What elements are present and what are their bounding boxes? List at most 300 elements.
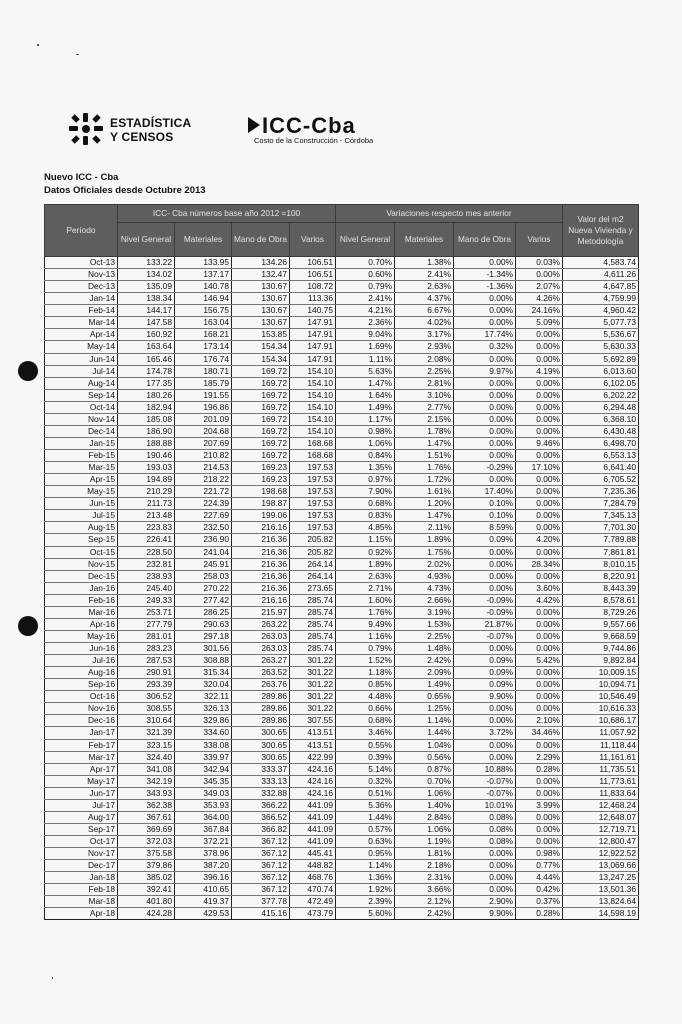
table-cell: 13,247.25 [563, 872, 639, 884]
table-row [45, 860, 639, 872]
table-cell: 322.11 [175, 691, 232, 703]
table-cell: 10,616.33 [563, 703, 639, 715]
table-cell: 130.67 [232, 293, 290, 305]
period-cell: Jan-16 [45, 582, 118, 594]
table-cell: 154.10 [290, 377, 336, 389]
table-cell: 4.73% [395, 582, 454, 594]
table-cell: 193.03 [118, 462, 175, 474]
table-cell: 5,630.33 [563, 341, 639, 353]
table-cell: 413.51 [290, 739, 336, 751]
table-cell: 0.87% [395, 763, 454, 775]
table-row [45, 510, 639, 522]
period-cell: Sep-16 [45, 679, 118, 691]
table-cell: 8,578.61 [563, 594, 639, 606]
table-cell: 1.47% [395, 437, 454, 449]
table-cell: 4.20% [516, 534, 563, 546]
table-cell: 1.47% [336, 377, 395, 389]
table-row [45, 474, 639, 486]
table-cell: 140.75 [290, 305, 336, 317]
table-cell: 366.52 [232, 811, 290, 823]
table-cell: 264.14 [290, 558, 336, 570]
table-cell: 263.03 [232, 643, 290, 655]
table-cell: 2.84% [395, 811, 454, 823]
table-cell: 289.86 [232, 715, 290, 727]
table-cell: 13,824.64 [563, 896, 639, 908]
period-cell: Jul-14 [45, 365, 118, 377]
period-cell: Aug-15 [45, 522, 118, 534]
table-cell: 163.64 [118, 341, 175, 353]
table-cell: 329.86 [175, 715, 232, 727]
table-cell: 10.01% [454, 799, 516, 811]
table-cell: 197.53 [290, 474, 336, 486]
table-cell: 410.65 [175, 884, 232, 896]
table-cell: 5,692.89 [563, 353, 639, 365]
table-cell: 283.23 [118, 643, 175, 655]
table-cell: 308.55 [118, 703, 175, 715]
table-cell: 218.22 [175, 474, 232, 486]
table-cell: 297.18 [175, 630, 232, 642]
table-cell: 3.46% [336, 727, 395, 739]
table-cell: -1.36% [454, 281, 516, 293]
icc-cba-name: ICC-Cba [262, 113, 356, 138]
table-cell: 367.12 [232, 848, 290, 860]
table-cell: 0.00% [516, 667, 563, 679]
table-row [45, 437, 639, 449]
table-row [45, 691, 639, 703]
table-cell: 163.04 [175, 317, 232, 329]
table-cell: 108.72 [290, 281, 336, 293]
table-cell: 2.42% [395, 908, 454, 920]
table-cell: 199.06 [232, 510, 290, 522]
period-cell: Feb-17 [45, 739, 118, 751]
table-cell: 2.63% [395, 281, 454, 293]
table-cell: 300.65 [232, 751, 290, 763]
table-cell: 2.25% [395, 365, 454, 377]
table-cell: 1.89% [395, 534, 454, 546]
table-cell: 6,294.48 [563, 401, 639, 413]
table-cell: 169.72 [232, 389, 290, 401]
header-group-variaciones: Variaciones respecto mes anterior [336, 205, 563, 223]
table-cell: 323.15 [118, 739, 175, 751]
header-mano-de-obra: Mano de Obra [232, 223, 290, 257]
table-cell: 12,468.24 [563, 799, 639, 811]
table-cell: 190.46 [118, 450, 175, 462]
table-cell: 9.90% [454, 691, 516, 703]
table-row [45, 655, 639, 667]
table-cell: 300.65 [232, 739, 290, 751]
table-cell: 0.39% [336, 751, 395, 763]
table-cell: 0.83% [336, 510, 395, 522]
table-cell: 232.81 [118, 558, 175, 570]
table-cell: 191.55 [175, 389, 232, 401]
table-cell: 289.86 [232, 703, 290, 715]
table-cell: 3.72% [454, 727, 516, 739]
table-cell: 196.86 [175, 401, 232, 413]
table-cell: 8,729.26 [563, 606, 639, 618]
period-cell: Apr-17 [45, 763, 118, 775]
table-cell: 5,536.67 [563, 329, 639, 341]
table-cell: 0.28% [516, 908, 563, 920]
table-cell: 367.84 [175, 823, 232, 835]
table-cell: 281.01 [118, 630, 175, 642]
table-cell: 21.87% [454, 618, 516, 630]
binder-hole [18, 616, 38, 636]
table-cell: 24.16% [516, 305, 563, 317]
table-cell: 1.06% [395, 787, 454, 799]
table-cell: 1.06% [395, 823, 454, 835]
table-cell: -0.29% [454, 462, 516, 474]
period-cell: Mar-17 [45, 751, 118, 763]
table-cell: -0.07% [454, 630, 516, 642]
header-periodo: Período [45, 205, 118, 257]
table-cell: 468.76 [290, 872, 336, 884]
table-cell: 0.00% [454, 401, 516, 413]
table-cell: 197.53 [290, 498, 336, 510]
table-cell: 106.51 [290, 257, 336, 269]
table-cell: 378.96 [175, 848, 232, 860]
table-cell: 415.16 [232, 908, 290, 920]
table-cell: 1.78% [395, 425, 454, 437]
table-row [45, 703, 639, 715]
speck [76, 54, 79, 55]
table-cell: 0.00% [516, 739, 563, 751]
table-cell: 270.22 [175, 582, 232, 594]
table-cell: 375.58 [118, 848, 175, 860]
table-cell: 263.22 [232, 618, 290, 630]
period-cell: Nov-14 [45, 413, 118, 425]
table-cell: 169.72 [232, 425, 290, 437]
table-cell: 0.00% [516, 679, 563, 691]
table-cell: 241.04 [175, 546, 232, 558]
table-cell: 147.91 [290, 317, 336, 329]
table-row [45, 522, 639, 534]
table-cell: 1.72% [395, 474, 454, 486]
table-cell: 0.00% [454, 257, 516, 269]
table-cell: 0.00% [516, 691, 563, 703]
table-cell: 0.00% [516, 643, 563, 655]
table-cell: 11,735.51 [563, 763, 639, 775]
table-cell: 470.74 [290, 884, 336, 896]
table-row [45, 667, 639, 679]
table-cell: 169.23 [232, 474, 290, 486]
table-cell: 3.99% [516, 799, 563, 811]
table-cell: 0.00% [516, 522, 563, 534]
table-cell: 1.14% [336, 860, 395, 872]
table-cell: 0.37% [516, 896, 563, 908]
table-cell: 140.78 [175, 281, 232, 293]
table-cell: 216.36 [232, 534, 290, 546]
table-cell: 1.69% [336, 341, 395, 353]
table-cell: 0.00% [516, 618, 563, 630]
table-cell: 28.34% [516, 558, 563, 570]
table-cell: 154.10 [290, 365, 336, 377]
document-title [44, 171, 206, 197]
table-cell: -0.07% [454, 775, 516, 787]
table-cell: 2.71% [336, 582, 395, 594]
table-cell: 169.72 [232, 413, 290, 425]
estadistica-line1: ESTADÍSTICA [110, 116, 192, 130]
table-cell: 17.40% [454, 486, 516, 498]
table-cell: 169.72 [232, 365, 290, 377]
table-cell: 0.00% [516, 389, 563, 401]
table-cell: 0.00% [516, 329, 563, 341]
table-cell: 0.79% [336, 281, 395, 293]
table-cell: 9.97% [454, 365, 516, 377]
period-cell: Dec-17 [45, 860, 118, 872]
table-cell: 0.00% [516, 413, 563, 425]
table-cell: 0.00% [516, 353, 563, 365]
table-cell: 216.16 [232, 522, 290, 534]
table-cell: 0.00% [454, 570, 516, 582]
table-cell: 264.14 [290, 570, 336, 582]
table-cell: 1.36% [336, 872, 395, 884]
period-cell: Aug-17 [45, 811, 118, 823]
table-cell: -1.34% [454, 269, 516, 281]
table-cell: 0.00% [516, 836, 563, 848]
table-cell: 263.52 [232, 667, 290, 679]
table-cell: 0.60% [336, 269, 395, 281]
period-cell: Mar-14 [45, 317, 118, 329]
table-cell: 0.00% [516, 377, 563, 389]
table-cell: 333.37 [232, 763, 290, 775]
table-cell: 5.42% [516, 655, 563, 667]
table-cell: 9.90% [454, 908, 516, 920]
table-cell: 0.56% [395, 751, 454, 763]
table-cell: 2.77% [395, 401, 454, 413]
period-cell: Oct-15 [45, 546, 118, 558]
table-cell: 9.49% [336, 618, 395, 630]
icc-cba-logo [248, 113, 388, 149]
period-cell: Oct-13 [45, 257, 118, 269]
table-cell: 154.10 [290, 413, 336, 425]
table-cell: 0.85% [336, 679, 395, 691]
table-cell: -0.07% [454, 787, 516, 799]
table-cell: 2.41% [395, 269, 454, 281]
table-cell: 176.74 [175, 353, 232, 365]
period-cell: Sep-14 [45, 389, 118, 401]
table-cell: 2.36% [336, 317, 395, 329]
period-cell: Jan-15 [45, 437, 118, 449]
header-var-mano-de-obra: Mano de Obra [454, 223, 516, 257]
table-cell: 0.98% [336, 425, 395, 437]
table-cell: 3.60% [516, 582, 563, 594]
table-row [45, 462, 639, 474]
table-cell: 0.00% [516, 570, 563, 582]
table-cell: 216.36 [232, 546, 290, 558]
period-cell: Jan-18 [45, 872, 118, 884]
table-row [45, 257, 639, 269]
table-cell: 160.92 [118, 329, 175, 341]
table-cell: 10,094.71 [563, 679, 639, 691]
table-cell: 0.70% [395, 775, 454, 787]
table-cell: 197.53 [290, 486, 336, 498]
period-cell: Dec-14 [45, 425, 118, 437]
table-cell: 10,686.17 [563, 715, 639, 727]
table-cell: 0.09% [454, 679, 516, 691]
table-cell: 137.17 [175, 269, 232, 281]
table-cell: 401.80 [118, 896, 175, 908]
period-cell: Mar-15 [45, 462, 118, 474]
table-cell: 1.49% [336, 401, 395, 413]
table-cell: 180.26 [118, 389, 175, 401]
table-cell: 0.00% [516, 474, 563, 486]
table-cell: 0.00% [454, 739, 516, 751]
table-cell: 0.00% [516, 510, 563, 522]
table-row [45, 413, 639, 425]
period-cell: Jul-17 [45, 799, 118, 811]
table-cell: 1.60% [336, 594, 395, 606]
table-cell: 9,892.84 [563, 655, 639, 667]
table-cell: 422.99 [290, 751, 336, 763]
table-cell: 0.00% [454, 389, 516, 401]
table-cell: 169.72 [232, 437, 290, 449]
table-cell: 1.40% [395, 799, 454, 811]
table-row [45, 787, 639, 799]
table-cell: 429.53 [175, 908, 232, 920]
table-cell: 0.00% [516, 425, 563, 437]
table-cell: 1.18% [336, 667, 395, 679]
table-cell: 424.16 [290, 775, 336, 787]
table-cell: 135.09 [118, 281, 175, 293]
table-cell: 147.91 [290, 353, 336, 365]
table-cell: 156.75 [175, 305, 232, 317]
table-cell: 9,668.59 [563, 630, 639, 642]
table-cell: 13,069.66 [563, 860, 639, 872]
table-cell: 17.10% [516, 462, 563, 474]
table-cell: 4.93% [395, 570, 454, 582]
speck [52, 977, 53, 979]
table-cell: 307.55 [290, 715, 336, 727]
table-cell: 9.46% [516, 437, 563, 449]
table-cell: 2.41% [336, 293, 395, 305]
table-cell: 245.91 [175, 558, 232, 570]
table-cell: 238.93 [118, 570, 175, 582]
table-row [45, 763, 639, 775]
table-cell: 0.00% [454, 353, 516, 365]
table-cell: 4.42% [516, 594, 563, 606]
table-cell: 6,498.70 [563, 437, 639, 449]
table-cell: 326.13 [175, 703, 232, 715]
table-cell: 1.04% [395, 739, 454, 751]
table-cell: 0.97% [336, 474, 395, 486]
table-cell: 132.47 [232, 269, 290, 281]
table-cell: 213.48 [118, 510, 175, 522]
table-row [45, 341, 639, 353]
table-cell: 1.64% [336, 389, 395, 401]
table-cell: 341.08 [118, 763, 175, 775]
table-cell: 2.93% [395, 341, 454, 353]
table-cell: 130.67 [232, 305, 290, 317]
table-cell: 1.51% [395, 450, 454, 462]
table-cell: 168.68 [290, 450, 336, 462]
table-cell: 0.00% [454, 703, 516, 715]
table-cell: 182.94 [118, 401, 175, 413]
table-row [45, 630, 639, 642]
table-cell: 2.11% [395, 522, 454, 534]
table-cell: 2.66% [395, 594, 454, 606]
table-cell: 0.65% [395, 691, 454, 703]
table-cell: 6,202.22 [563, 389, 639, 401]
icc-cba-subtitle: Costo de la Construcción - Córdoba [254, 136, 374, 145]
period-cell: Nov-17 [45, 848, 118, 860]
table-cell: 0.00% [454, 558, 516, 570]
table-cell: 223.83 [118, 522, 175, 534]
table-row [45, 293, 639, 305]
table-cell: 5.36% [336, 799, 395, 811]
table-cell: 173.14 [175, 341, 232, 353]
table-row [45, 739, 639, 751]
table-cell: 17.74% [454, 329, 516, 341]
table-cell: 0.00% [516, 546, 563, 558]
table-cell: 197.53 [290, 522, 336, 534]
table-cell: 154.34 [232, 341, 290, 353]
table-cell: 285.74 [290, 618, 336, 630]
table-cell: 0.92% [336, 546, 395, 558]
table-cell: 263.03 [232, 630, 290, 642]
table-cell: 134.26 [232, 257, 290, 269]
table-cell: 168.21 [175, 329, 232, 341]
table-cell: 147.91 [290, 329, 336, 341]
table-cell: 2.90% [454, 896, 516, 908]
table-cell: 0.00% [454, 884, 516, 896]
period-cell: Jun-16 [45, 643, 118, 655]
table-cell: 332.88 [232, 787, 290, 799]
table-cell: 5.14% [336, 763, 395, 775]
table-cell: 147.91 [290, 341, 336, 353]
table-cell: 334.60 [175, 727, 232, 739]
table-cell: 205.82 [290, 534, 336, 546]
table-cell: 0.00% [454, 582, 516, 594]
table-cell: 0.79% [336, 643, 395, 655]
table-cell: 293.39 [118, 679, 175, 691]
table-cell: 154.10 [290, 389, 336, 401]
estadistica-emblem-icon [68, 112, 104, 146]
table-row [45, 317, 639, 329]
table-cell: 2.10% [516, 715, 563, 727]
table-cell: 236.90 [175, 534, 232, 546]
table-cell: 448.82 [290, 860, 336, 872]
table-cell: 1.19% [395, 836, 454, 848]
table-cell: 0.32% [454, 341, 516, 353]
table-cell: 0.55% [336, 739, 395, 751]
table-cell: 0.08% [454, 823, 516, 835]
table-cell: 1.25% [395, 703, 454, 715]
table-cell: 2.12% [395, 896, 454, 908]
table-cell: -0.09% [454, 594, 516, 606]
period-cell: Apr-18 [45, 908, 118, 920]
table-cell: 0.00% [516, 269, 563, 281]
table-cell: 6,368.10 [563, 413, 639, 425]
header-var-materiales: Materiales [395, 223, 454, 257]
period-cell: Apr-16 [45, 618, 118, 630]
table-cell: 185.79 [175, 377, 232, 389]
table-row [45, 618, 639, 630]
table-cell: 4.19% [516, 365, 563, 377]
table-cell: 301.22 [290, 655, 336, 667]
period-cell: Dec-15 [45, 570, 118, 582]
table-row [45, 365, 639, 377]
table-cell: 1.76% [395, 462, 454, 474]
period-cell: Jun-14 [45, 353, 118, 365]
table-row [45, 570, 639, 582]
table-row [45, 594, 639, 606]
header-nivel-general: Nivel General [118, 223, 175, 257]
table-cell: 1.75% [395, 546, 454, 558]
table-cell: 9.04% [336, 329, 395, 341]
table-cell: 0.84% [336, 450, 395, 462]
period-cell: Mar-16 [45, 606, 118, 618]
period-cell: Jul-15 [45, 510, 118, 522]
